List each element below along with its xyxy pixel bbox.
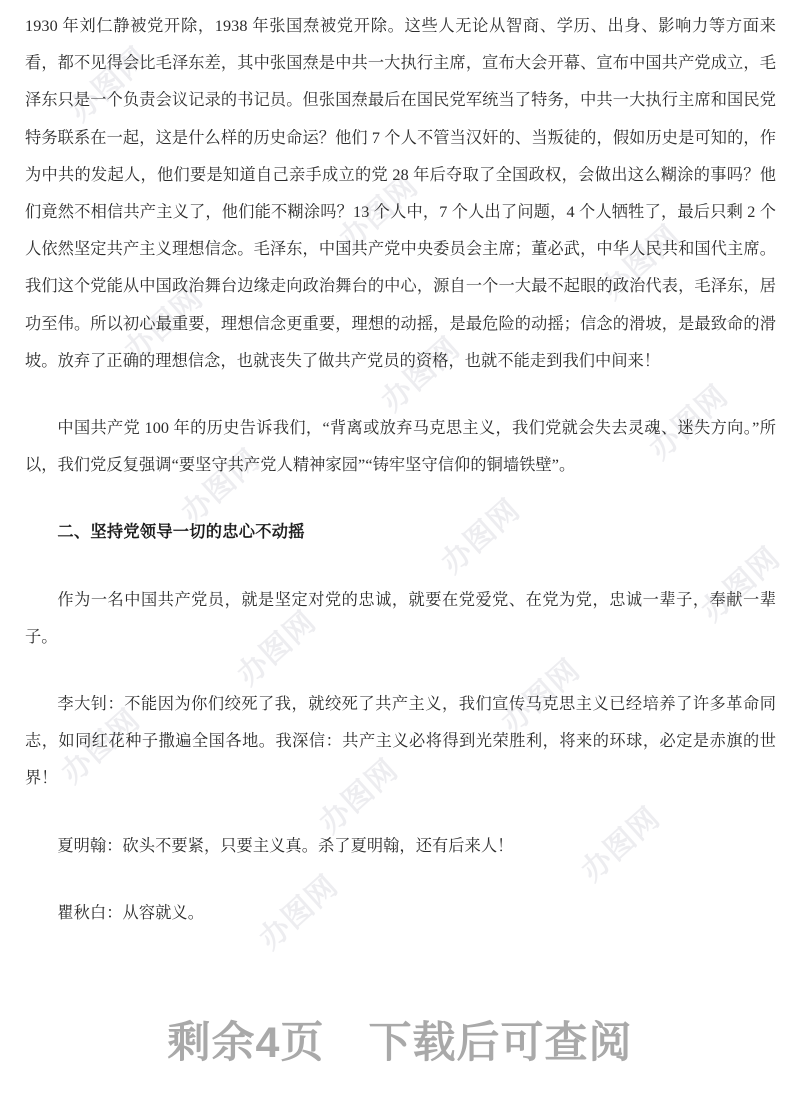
body-paragraph: 夏明翰：砍头不要紧，只要主义真。杀了夏明翰，还有后来人！ bbox=[57, 836, 514, 855]
watermark-text: 办图网 bbox=[595, 219, 687, 306]
watermark-text: 办图网 bbox=[63, 41, 155, 128]
body-paragraph: 作为一名中国共产党员，就是坚定对党的忠诚，就要在党爱党、在党为党，忠诚一辈子，奉献一辈子。 bbox=[25, 590, 776, 646]
watermark-text: 办图网 bbox=[118, 281, 210, 368]
body-paragraph: 1930 年刘仁静被党开除，1938 年张国焘被党开除。这些人无论从智商、学历、出身、影响力等方面来看，都不见得会比毛泽东差，其中张国焘是中共一大执行主席，宣布大会开幕、宣布中国共产党成立，毛泽东只是一个负责会议记录的书记员。但张国焘最后在国民党军统当了特务，中共一大执行主席和国民党特务联系在一起，这是什么样的历史命运？他们 7 个人不管当汉奸的、当叛徒的，假如历史是可知的，作为中共的发起人，他们要是知道自己亲手成立的党 28 年后夺取了全国政权，会做出这么糊涂的事吗？他们竟然不相信共产主义了，他们能不糊涂吗？13 个人中，7 个人出了问题，4 个人牺牲了，最后只剩 2 个人依然坚定共产主义理想信念。毛泽东，中国共产党中央委员会主席；董必武，中华人民共和国代主席。我们这个党能从中国政治舞台边缘走向政治舞台的中心，源自一个一大最不起眼的政治代表，毛泽东，居功至伟。所以初心最重要，理想信念更重要，理想的动摇，是最危险的动摇；信念的滑坡，是最致命的滑坡。放弃了正确的理想信念，也就丧失了做共产党员的资格，也就不能走到我们中间来！ bbox=[25, 17, 776, 370]
watermark-text: 办图网 bbox=[313, 753, 405, 840]
remaining-pages-label: 剩余4页 下载后可查阅 bbox=[167, 1018, 633, 1067]
watermark-text: 办图网 bbox=[643, 379, 735, 466]
watermark-text: 办图网 bbox=[55, 703, 147, 790]
body-paragraph: 李大钊：不能因为你们绞死了我，就绞死了共产主义，我们宣传马克思主义已经培养了许多革命同志，如同红花种子撒遍全国各地。我深信：共产主义必将得到光荣胜利，将来的环球，必定是赤旗的世界！ bbox=[25, 695, 776, 788]
watermark-text: 办图网 bbox=[231, 605, 323, 692]
watermark-text: 办图网 bbox=[333, 169, 425, 256]
watermark-text: 办图网 bbox=[695, 541, 787, 628]
watermark-text: 办图网 bbox=[375, 331, 467, 418]
watermark-text: 办图网 bbox=[495, 653, 587, 740]
body-paragraph: 中国共产党 100 年的历史告诉我们，“背离或放弃马克思主义，我们党就会失去灵魂、迷失方向。”所以，我们党反复强调“要坚守共产党人精神家园”“铸牢坚守信仰的铜墙铁壁”。 bbox=[25, 419, 776, 475]
watermark-text: 办图网 bbox=[175, 443, 267, 530]
body-paragraph: 瞿秋白：从容就义。 bbox=[57, 903, 204, 922]
remaining-pages-banner bbox=[0, 959, 800, 1119]
watermark-text: 办图网 bbox=[575, 801, 667, 888]
watermark-text: 办图网 bbox=[253, 869, 345, 956]
watermark-text: 办图网 bbox=[435, 493, 527, 580]
section-heading: 二、坚持党领导一切的忠心不动摇 bbox=[57, 523, 305, 542]
